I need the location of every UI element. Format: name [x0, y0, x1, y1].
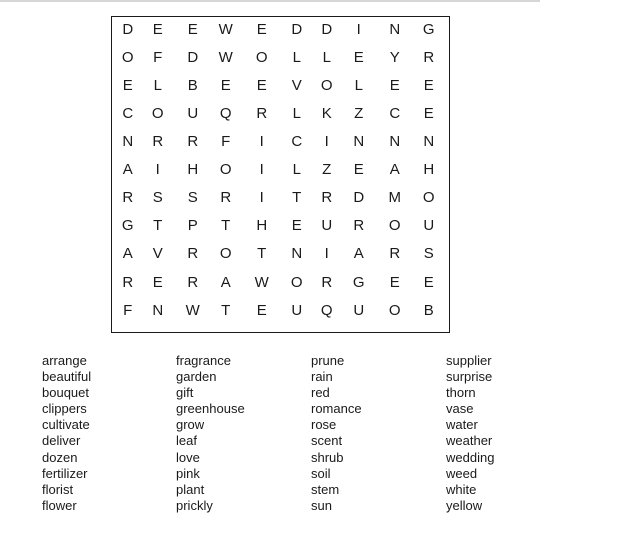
word-item: thorn — [446, 385, 476, 401]
word-item: grow — [176, 417, 205, 433]
grid-letter: O — [255, 49, 269, 66]
grid-letter: E — [187, 21, 199, 38]
grid-letter: U — [321, 217, 333, 234]
grid-letter: F — [123, 302, 133, 319]
grid-letter: T — [221, 217, 231, 234]
grid-letter: A — [122, 245, 134, 262]
grid-letter: Z — [322, 161, 332, 178]
grid-letter: E — [152, 274, 164, 291]
word-item: vase — [446, 401, 474, 417]
grid-letter: O — [219, 245, 233, 262]
grid-letter: R — [423, 49, 435, 66]
grid-letter: E — [256, 21, 268, 38]
grid-letter: T — [257, 245, 267, 262]
grid-letter: A — [220, 274, 232, 291]
word-item: surprise — [446, 369, 493, 385]
grid-letter: E — [423, 105, 435, 122]
word-item: red — [311, 385, 330, 401]
grid-letter: V — [291, 77, 303, 94]
word-item: soil — [311, 465, 331, 481]
word-item: fertilizer — [42, 465, 88, 481]
grid-letter: L — [322, 49, 332, 66]
grid-letter: W — [185, 302, 201, 319]
grid-row — [112, 16, 449, 44]
grid-letter: C — [389, 105, 401, 122]
letter-grid — [112, 17, 449, 332]
grid-letter: O — [422, 189, 436, 206]
word-item: arrange — [42, 353, 87, 368]
grid-letter: I — [356, 21, 362, 38]
grid-row — [112, 72, 449, 100]
word-item: deliver — [42, 433, 81, 449]
grid-letter: S — [423, 245, 435, 262]
grid-letter: T — [292, 189, 302, 206]
grid-letter: V — [152, 245, 164, 262]
word-item: wedding — [446, 449, 495, 465]
word-item: dozen — [42, 449, 78, 465]
grid-letter: R — [389, 245, 401, 262]
word-item: weather — [446, 433, 493, 449]
grid-row — [112, 212, 449, 240]
grid-letter: R — [122, 274, 134, 291]
grid-letter: B — [423, 302, 435, 319]
grid-letter: N — [152, 302, 164, 319]
grid-letter: B — [187, 77, 199, 94]
grid-letter: G — [422, 21, 436, 38]
grid-letter: O — [290, 274, 304, 291]
grid-letter: N — [423, 133, 435, 150]
grid-letter: O — [388, 302, 402, 319]
word-item: scent — [311, 433, 343, 449]
word-item: white — [446, 481, 477, 497]
word-item: garden — [176, 369, 217, 385]
word-item: love — [176, 449, 200, 465]
grid-letter: N — [389, 133, 401, 150]
grid-letter: R — [321, 274, 333, 291]
grid-letter: L — [292, 161, 302, 178]
grid-letter: R — [122, 189, 134, 206]
grid-row — [112, 128, 449, 156]
grid-row — [112, 184, 449, 212]
grid-letter: Q — [320, 302, 334, 319]
word-column — [176, 353, 245, 514]
grid-letter: L — [354, 77, 364, 94]
grid-letter: R — [256, 105, 268, 122]
grid-letter: S — [187, 189, 199, 206]
word-item: florist — [42, 481, 74, 497]
word-item: clippers — [42, 401, 87, 417]
grid-letter: U — [423, 217, 435, 234]
grid-letter: W — [254, 274, 270, 291]
grid-letter: E — [256, 77, 268, 94]
grid-letter: K — [321, 105, 333, 122]
grid-letter: E — [152, 21, 164, 38]
word-item: fragrance — [176, 353, 231, 368]
word-item: stem — [311, 481, 340, 497]
grid-row — [112, 297, 449, 325]
grid-letter: N — [122, 133, 134, 150]
grid-letter: E — [122, 77, 134, 94]
grid-letter: N — [291, 245, 303, 262]
grid-letter: R — [353, 217, 365, 234]
grid-letter: U — [353, 302, 365, 319]
word-item: rain — [311, 369, 333, 385]
grid-letter: R — [152, 133, 164, 150]
word-item: plant — [176, 481, 205, 497]
grid-letter: H — [423, 161, 435, 178]
word-item: cultivate — [42, 417, 90, 433]
grid-letter: L — [292, 49, 302, 66]
grid-row — [112, 100, 449, 128]
grid-letter: I — [259, 161, 265, 178]
grid-letter: A — [122, 161, 134, 178]
word-list — [0, 353, 633, 523]
grid-letter: E — [353, 49, 365, 66]
word-item: leaf — [176, 433, 197, 449]
grid-letter: T — [221, 302, 231, 319]
grid-letter: E — [423, 274, 435, 291]
grid-letter: E — [389, 274, 401, 291]
word-column — [311, 353, 362, 514]
grid-letter: L — [153, 77, 163, 94]
grid-letter: W — [218, 49, 234, 66]
grid-letter: E — [291, 217, 303, 234]
grid-row — [112, 44, 449, 72]
grid-letter: E — [423, 77, 435, 94]
word-item: supplier — [446, 353, 492, 368]
grid-letter: I — [259, 189, 265, 206]
grid-letter: R — [321, 189, 333, 206]
word-item: sun — [311, 497, 332, 513]
grid-letter: Y — [389, 49, 401, 66]
grid-letter: R — [220, 189, 232, 206]
word-item: prickly — [176, 497, 213, 513]
grid-letter: O — [388, 217, 402, 234]
grid-letter: F — [221, 133, 231, 150]
grid-letter: Z — [354, 105, 364, 122]
grid-letter: S — [152, 189, 164, 206]
word-item: weed — [446, 465, 478, 481]
grid-row — [112, 156, 449, 184]
word-item: rose — [311, 417, 337, 433]
grid-letter: N — [389, 21, 401, 38]
grid-letter: Q — [219, 105, 233, 122]
word-item: romance — [311, 401, 362, 417]
grid-letter: T — [153, 217, 163, 234]
grid-letter: U — [291, 302, 303, 319]
word-item: water — [446, 417, 478, 433]
grid-letter: A — [353, 245, 365, 262]
grid-row — [112, 240, 449, 268]
grid-letter: F — [153, 49, 163, 66]
grid-letter: E — [220, 77, 232, 94]
grid-letter: H — [256, 217, 268, 234]
grid-letter: U — [187, 105, 199, 122]
grid-letter: E — [389, 77, 401, 94]
word-column — [446, 353, 494, 514]
grid-letter: R — [187, 245, 199, 262]
grid-letter: W — [218, 21, 234, 38]
word-item: bouquet — [42, 385, 89, 401]
grid-letter: C — [291, 133, 303, 150]
grid-letter: A — [389, 161, 401, 178]
grid-letter: O — [320, 77, 334, 94]
grid-letter: N — [353, 133, 365, 150]
word-item: greenhouse — [176, 401, 245, 417]
grid-letter: P — [187, 217, 199, 234]
grid-letter: I — [155, 161, 161, 178]
word-item: shrub — [311, 449, 344, 465]
word-item: gift — [176, 385, 194, 401]
grid-letter: L — [292, 105, 302, 122]
grid-letter: I — [324, 133, 330, 150]
word-item: pink — [176, 465, 200, 481]
word-item: beautiful — [42, 369, 92, 385]
grid-letter: O — [151, 105, 165, 122]
grid-letter: R — [187, 274, 199, 291]
grid-letter: G — [121, 217, 135, 234]
grid-letter: D — [187, 49, 199, 66]
grid-letter: H — [187, 161, 199, 178]
grid-letter: D — [122, 21, 134, 38]
grid-letter: E — [256, 302, 268, 319]
grid-letter: E — [353, 161, 365, 178]
word-search-grid — [111, 16, 450, 333]
word-item: flower — [42, 497, 77, 513]
grid-letter: I — [259, 133, 265, 150]
word-column — [42, 353, 91, 514]
grid-row — [112, 269, 449, 297]
grid-letter: R — [187, 133, 199, 150]
grid-letter: C — [122, 105, 134, 122]
grid-letter: M — [388, 189, 402, 206]
word-item: yellow — [446, 497, 483, 513]
grid-letter: D — [291, 21, 303, 38]
grid-letter: O — [219, 161, 233, 178]
grid-letter: D — [321, 21, 333, 38]
grid-letter: D — [353, 189, 365, 206]
top-divider — [0, 0, 540, 2]
grid-letter: I — [324, 245, 330, 262]
word-item: prune — [311, 353, 345, 368]
grid-letter: G — [352, 274, 366, 291]
grid-letter: O — [121, 49, 135, 66]
